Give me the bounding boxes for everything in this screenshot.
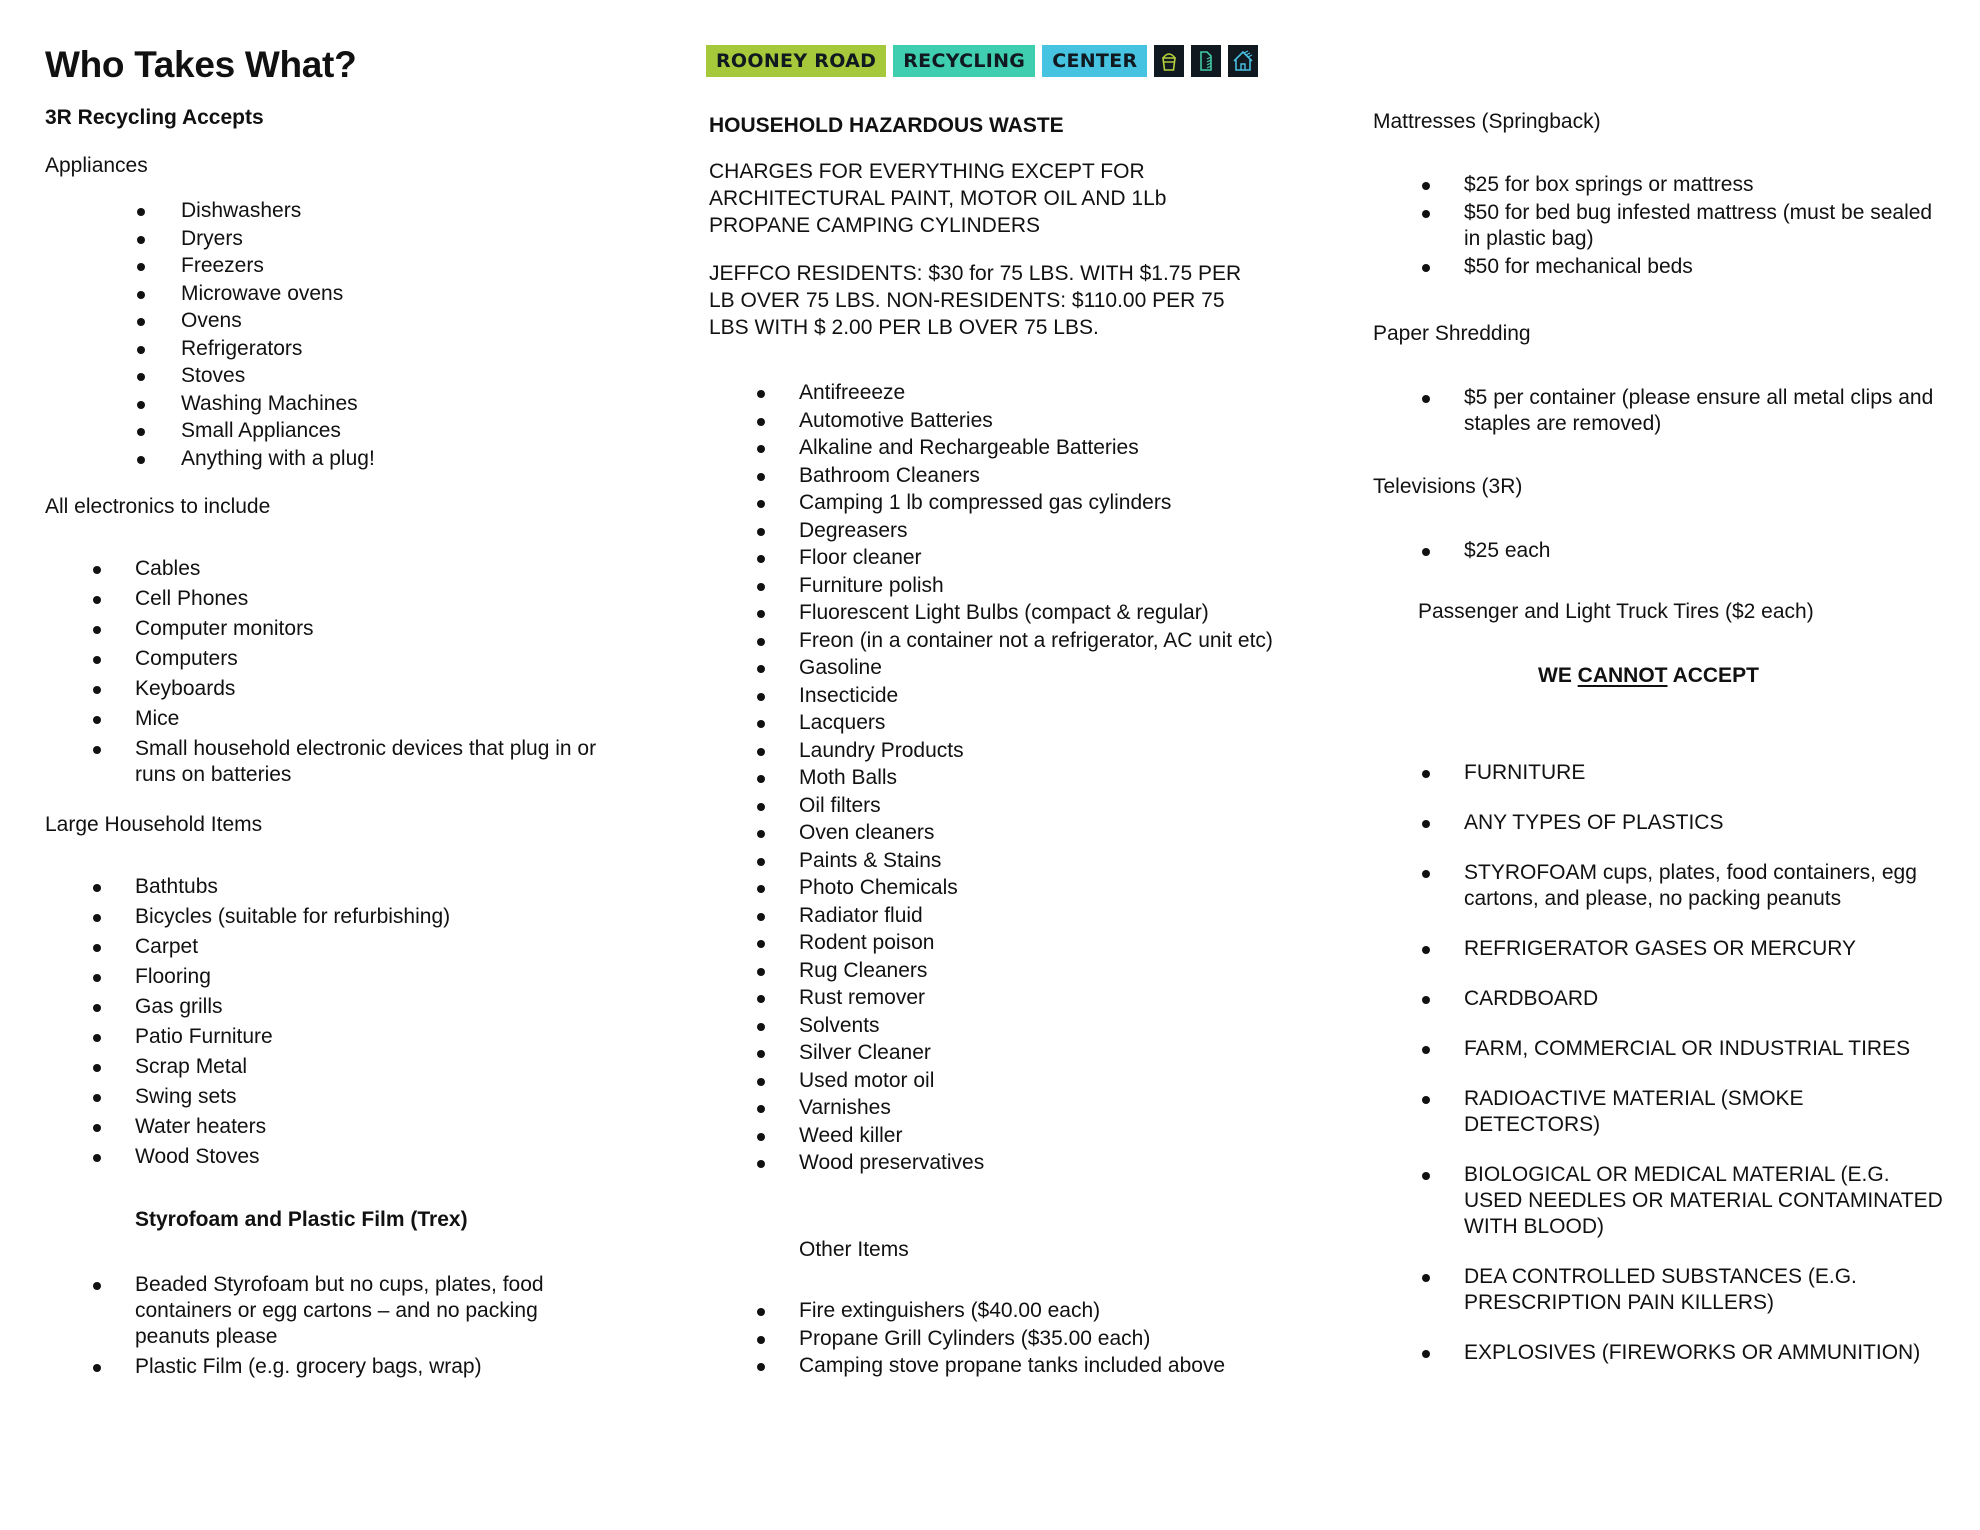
logo-segment-center: CENTER [1042, 45, 1147, 77]
list-item [799, 1353, 1299, 1379]
bullet-icon [137, 291, 145, 299]
list-item-text: Computers [135, 647, 238, 670]
list-item-text: RADIOACTIVE MATERIAL (SMOKE DETECTORS) [1464, 1087, 1804, 1136]
bullet-icon [1422, 548, 1430, 556]
list-item-text: Insecticide [799, 683, 899, 707]
bullet-icon [757, 830, 765, 838]
list-item-text: Computer monitors [135, 617, 314, 640]
bullet-icon [757, 500, 765, 508]
bullet-icon [137, 428, 145, 436]
bullet-icon [757, 693, 765, 701]
bullet-icon [757, 638, 765, 646]
list-item-text: Flooring [135, 965, 211, 988]
list-item-text: Paints & Stains [799, 848, 942, 872]
list-item [799, 518, 1299, 544]
list-item [799, 1040, 1299, 1066]
subsection-label-electronics: All electronics to include [45, 495, 271, 518]
bullet-icon [137, 373, 145, 381]
list-item-text: Swing sets [135, 1085, 237, 1108]
list-item-text: Patio Furniture [135, 1025, 273, 1048]
list-item-text: Bathtubs [135, 875, 218, 898]
list-item-text: Varnishes [799, 1096, 891, 1119]
list-item [135, 586, 615, 612]
bullet-icon [1422, 1350, 1430, 1358]
mattresses-list [1464, 172, 1944, 282]
list-item-text: $25 each [1464, 539, 1551, 562]
bullet-icon [757, 803, 765, 811]
list-item-text: Freezers [181, 254, 264, 277]
list-item [135, 676, 615, 702]
list-item-text: Photo Chemicals [799, 876, 958, 899]
list-item [799, 875, 1299, 901]
list-item-text: Refrigerators [181, 336, 303, 360]
list-item [799, 793, 1299, 819]
list-item [799, 930, 1299, 956]
list-item-text: Propane Grill Cylinders ($35.00 each) [799, 1326, 1151, 1350]
bullet-icon [757, 1133, 765, 1141]
list-item [1464, 810, 1944, 836]
list-item-text: Moth Balls [799, 766, 898, 789]
list-item [181, 281, 601, 309]
list-item-text: Small household electronic devices that plug in or runs on batteries [135, 737, 597, 786]
list-item-text: $25 for box springs or mattress [1464, 173, 1754, 196]
list-item [799, 408, 1299, 434]
bullet-icon [137, 346, 145, 354]
list-item [135, 1354, 615, 1380]
list-item [1464, 254, 1944, 280]
subsection-label-other-items: Other Items [799, 1238, 909, 1261]
list-item-text: Oil filters [799, 793, 881, 817]
list-item-text: Bathroom Cleaners [799, 463, 980, 487]
list-item-text: $50 for bed bug infested mattress (must be sealed in plastic bag) [1464, 201, 1933, 250]
bullet-icon [757, 390, 765, 398]
list-item-text: BIOLOGICAL OR MEDICAL MATERIAL (E.G. USED NEEDLES OR MATERIAL CONTAMINATED WITH BLOOD) [1464, 1163, 1943, 1238]
bullet-icon [1422, 770, 1430, 778]
bullet-icon [93, 716, 101, 724]
list-item-text: Floor cleaner [799, 546, 922, 569]
list-item [135, 1054, 615, 1080]
list-item [135, 646, 615, 672]
list-item-text: Scrap Metal [135, 1055, 248, 1078]
list-item-text: Automotive Batteries [799, 408, 993, 432]
list-item [799, 958, 1299, 984]
list-item [1464, 760, 1944, 786]
bullet-icon [93, 1094, 101, 1102]
bullet-icon [757, 555, 765, 563]
list-item [1464, 172, 1944, 198]
logo-segment-recycling: RECYCLING [893, 45, 1035, 77]
list-item [799, 600, 1299, 626]
list-item-text: Used motor oil [799, 1068, 935, 1092]
list-item-text: Rug Cleaners [799, 958, 928, 982]
list-item-text: Rust remover [799, 986, 926, 1009]
tires-note: Passenger and Light Truck Tires ($2 each) [1418, 600, 1814, 623]
list-item [1464, 1340, 1944, 1366]
bullet-icon [757, 445, 765, 453]
rates-note: JEFFCO RESIDENTS: $30 for 75 LBS. WITH $1.75 PER LB OVER 75 LBS. NON-RESIDENTS: $110.00 PER 75 LBS WITH $ 2.00 PER LB OVER 75 LBS. [709, 262, 1242, 339]
bullet-icon [757, 1363, 765, 1371]
list-item [1464, 200, 1944, 252]
list-item-text: Microwave ovens [181, 281, 344, 305]
list-item-text: FARM, COMMERCIAL OR INDUSTRIAL TIRES [1464, 1037, 1911, 1060]
bullet-icon [1422, 1172, 1430, 1180]
list-item [799, 1123, 1299, 1149]
list-item [799, 573, 1299, 599]
list-item [181, 198, 601, 226]
cannot-accept-list [1464, 760, 1944, 1390]
bullet-icon [93, 1004, 101, 1012]
bullet-icon [1422, 870, 1430, 878]
list-item-text: DEA CONTROLLED SUBSTANCES (E.G. PRESCRIPTION PAIN KILLERS) [1464, 1265, 1857, 1314]
list-item [135, 736, 615, 788]
list-item-text: Washing Machines [181, 391, 358, 415]
bullet-icon [1422, 210, 1430, 218]
list-item-text: Rodent poison [799, 931, 935, 954]
list-item [799, 1068, 1299, 1094]
bullet-icon [93, 1154, 101, 1162]
list-item [799, 628, 1299, 654]
bullet-icon [137, 263, 145, 271]
bullet-icon [1422, 996, 1430, 1004]
bullet-icon [93, 944, 101, 952]
paper-shredding-list [1464, 385, 1944, 437]
list-item [1464, 936, 1944, 962]
list-item-text: Alkaline and Rechargeable Batteries [799, 436, 1139, 459]
rooney-road-logo [706, 45, 1258, 77]
list-item [181, 363, 601, 391]
hazardous-waste-list [799, 380, 1299, 1178]
large-household-list [135, 874, 615, 1174]
list-item-text: Dishwashers [181, 199, 302, 222]
televisions-list [1464, 538, 1944, 564]
list-item-text: $5 per container (please ensure all metal clips and staples are removed) [1464, 386, 1934, 435]
list-item [181, 446, 601, 474]
bullet-icon [757, 720, 765, 728]
bullet-icon [93, 1064, 101, 1072]
list-item-text: Ovens [181, 309, 242, 332]
list-item [799, 1013, 1299, 1039]
bullet-icon [757, 1336, 765, 1344]
list-item [135, 994, 615, 1020]
list-item [799, 683, 1299, 709]
list-item [181, 336, 601, 364]
subsection-label-appliances: Appliances [45, 154, 148, 177]
bullet-icon [757, 775, 765, 783]
oil-jug-icon [1191, 45, 1221, 77]
list-item [799, 820, 1299, 846]
list-item-text: Laundry Products [799, 738, 964, 762]
list-item [799, 380, 1299, 406]
list-item-text: Fire extinguishers ($40.00 each) [799, 1299, 1101, 1322]
house-icon [1228, 45, 1258, 77]
bullet-icon [93, 884, 101, 892]
bullet-icon [1422, 182, 1430, 190]
bullet-icon [93, 596, 101, 604]
list-item-text: Silver Cleaner [799, 1041, 931, 1064]
list-item [135, 904, 615, 930]
list-item-text: Mice [135, 707, 180, 730]
bullet-icon [757, 1023, 765, 1031]
list-item [799, 738, 1299, 764]
bullet-icon [137, 456, 145, 464]
cannot-accept-heading-we: WE [1538, 664, 1572, 687]
bullet-icon [137, 208, 145, 216]
list-item [135, 1272, 615, 1350]
bullet-icon [93, 1124, 101, 1132]
list-item [135, 706, 615, 732]
list-item-text: Freon (in a container not a refrigerator, AC unit etc) [799, 628, 1273, 652]
bullet-icon [757, 1308, 765, 1316]
list-item-text: Stoves [181, 364, 246, 387]
bullet-icon [757, 1078, 765, 1086]
other-items-list [799, 1298, 1299, 1381]
list-item [135, 964, 615, 990]
list-item-text: ANY TYPES OF PLASTICS [1464, 811, 1724, 834]
bullet-icon [93, 566, 101, 574]
bullet-icon [757, 610, 765, 618]
list-item [135, 1114, 615, 1140]
bullet-icon [1422, 1046, 1430, 1054]
bullet-icon [93, 656, 101, 664]
list-item [135, 874, 615, 900]
list-item [1464, 385, 1944, 437]
electronics-list [135, 556, 615, 792]
list-item-text: Furniture polish [799, 573, 944, 597]
list-item-text: Fluorescent Light Bulbs (compact & regular) [799, 601, 1209, 624]
bullet-icon [93, 746, 101, 754]
list-item [135, 934, 615, 960]
list-item-text: Cell Phones [135, 587, 249, 610]
list-item-text: Oven cleaners [799, 821, 935, 844]
cannot-accept-heading-emph: CANNOT [1577, 664, 1668, 687]
list-item [135, 1084, 615, 1110]
list-item [135, 556, 615, 582]
bullet-icon [757, 748, 765, 756]
bullet-icon [1422, 820, 1430, 828]
list-item-text: Radiator fluid [799, 903, 923, 927]
logo-segment-rooney-road: ROONEY ROAD [706, 45, 886, 77]
list-item-text: STYROFOAM cups, plates, food containers, egg cartons, and please, no packing peanuts [1464, 861, 1917, 910]
section-heading-3r: 3R Recycling Accepts [45, 106, 264, 129]
list-item [1464, 1162, 1944, 1240]
list-item-text: CARDBOARD [1464, 987, 1599, 1010]
list-item [135, 616, 615, 642]
list-item [135, 1144, 615, 1170]
list-item [799, 985, 1299, 1011]
list-item-text: Bicycles (suitable for refurbishing) [135, 905, 451, 928]
list-item-text: Camping stove propane tanks included above [799, 1354, 1226, 1377]
bullet-icon [757, 1050, 765, 1058]
list-item [1464, 986, 1944, 1012]
list-item [1464, 860, 1944, 912]
list-item [181, 253, 601, 281]
bullet-icon [757, 885, 765, 893]
styrofoam-list [135, 1272, 615, 1384]
list-item-text: Small Appliances [181, 419, 341, 442]
subsection-label-televisions: Televisions (3R) [1373, 475, 1523, 498]
bullet-icon [93, 974, 101, 982]
list-item-text: Gas grills [135, 995, 223, 1018]
bullet-icon [757, 665, 765, 673]
list-item-text: Wood Stoves [135, 1145, 260, 1168]
bullet-icon [93, 686, 101, 694]
bullet-icon [93, 626, 101, 634]
list-item-text: Solvents [799, 1013, 880, 1037]
bullet-icon [137, 401, 145, 409]
bullet-icon [757, 968, 765, 976]
bullet-icon [93, 1364, 101, 1372]
paint-bucket-icon [1154, 45, 1184, 77]
list-item-text: $50 for mechanical beds [1464, 255, 1693, 278]
list-item [135, 1024, 615, 1050]
cannot-accept-heading-accept: ACCEPT [1672, 664, 1759, 687]
list-item [1464, 538, 1944, 564]
list-item [799, 435, 1299, 461]
list-item-text: Plastic Film (e.g. grocery bags, wrap) [135, 1355, 482, 1378]
bullet-icon [1422, 946, 1430, 954]
list-item-text: Anything with a plug! [181, 446, 375, 470]
list-item [799, 490, 1299, 516]
bullet-icon [93, 914, 101, 922]
list-item [799, 1326, 1299, 1352]
list-item [799, 545, 1299, 571]
list-item-text: Water heaters [135, 1115, 267, 1138]
list-item [799, 463, 1299, 489]
page-title: Who Takes What? [45, 44, 357, 85]
list-item-text: Beaded Styrofoam but no cups, plates, food containers or egg cartons – and no packing peanuts please [135, 1273, 544, 1348]
list-item-text: Lacquers [799, 711, 886, 734]
list-item [799, 903, 1299, 929]
bullet-icon [757, 473, 765, 481]
bullet-icon [93, 1034, 101, 1042]
bullet-icon [757, 1105, 765, 1113]
bullet-icon [757, 583, 765, 591]
bullet-icon [1422, 1274, 1430, 1282]
list-item-text: Camping 1 lb compressed gas cylinders [799, 491, 1172, 514]
list-item [181, 391, 601, 419]
bullet-icon [137, 236, 145, 244]
list-item-text: Antifreeeze [799, 381, 906, 404]
list-item [1464, 1036, 1944, 1062]
list-item [181, 308, 601, 336]
subsection-label-mattresses: Mattresses (Springback) [1373, 110, 1601, 133]
bullet-icon [757, 528, 765, 536]
cannot-accept-heading [1538, 664, 1759, 688]
subsection-label-paper-shredding: Paper Shredding [1373, 322, 1531, 345]
list-item-text: Degreasers [799, 518, 908, 542]
bullet-icon [757, 418, 765, 426]
bullet-icon [757, 940, 765, 948]
bullet-icon [757, 1160, 765, 1168]
bullet-icon [757, 913, 765, 921]
list-item-text: Carpet [135, 935, 199, 958]
list-item [799, 710, 1299, 736]
subsection-label-styrofoam: Styrofoam and Plastic Film (Trex) [135, 1208, 468, 1231]
section-heading-hhw: HOUSEHOLD HAZARDOUS WASTE [709, 114, 1064, 137]
list-item-text: Cables [135, 557, 201, 580]
list-item [799, 765, 1299, 791]
charges-note: CHARGES FOR EVERYTHING EXCEPT FOR ARCHITECTURAL PAINT, MOTOR OIL AND 1Lb PROPANE CAMPING CYLINDERS [709, 160, 1167, 237]
bullet-icon [757, 858, 765, 866]
list-item [181, 418, 601, 446]
list-item [1464, 1264, 1944, 1316]
bullet-icon [1422, 395, 1430, 403]
list-item-text: Dryers [181, 226, 243, 250]
bullet-icon [1422, 1096, 1430, 1104]
list-item-text: Weed killer [799, 1123, 903, 1147]
list-item [1464, 1086, 1944, 1138]
list-item [181, 226, 601, 254]
list-item-text: Gasoline [799, 656, 882, 679]
list-item [799, 1095, 1299, 1121]
list-item-text: Wood preservatives [799, 1151, 985, 1174]
list-item-text: EXPLOSIVES (FIREWORKS OR AMMUNITION) [1464, 1341, 1921, 1364]
list-item [799, 1298, 1299, 1324]
appliances-list [181, 198, 601, 473]
list-item-text: Keyboards [135, 677, 236, 700]
bullet-icon [757, 995, 765, 1003]
bullet-icon [137, 318, 145, 326]
list-item-text: FURNITURE [1464, 761, 1586, 784]
list-item [799, 655, 1299, 681]
subsection-label-large-household: Large Household Items [45, 813, 263, 836]
list-item-text: REFRIGERATOR GASES OR MERCURY [1464, 937, 1857, 960]
bullet-icon [93, 1282, 101, 1290]
list-item [799, 848, 1299, 874]
list-item [799, 1150, 1299, 1176]
bullet-icon [1422, 264, 1430, 272]
